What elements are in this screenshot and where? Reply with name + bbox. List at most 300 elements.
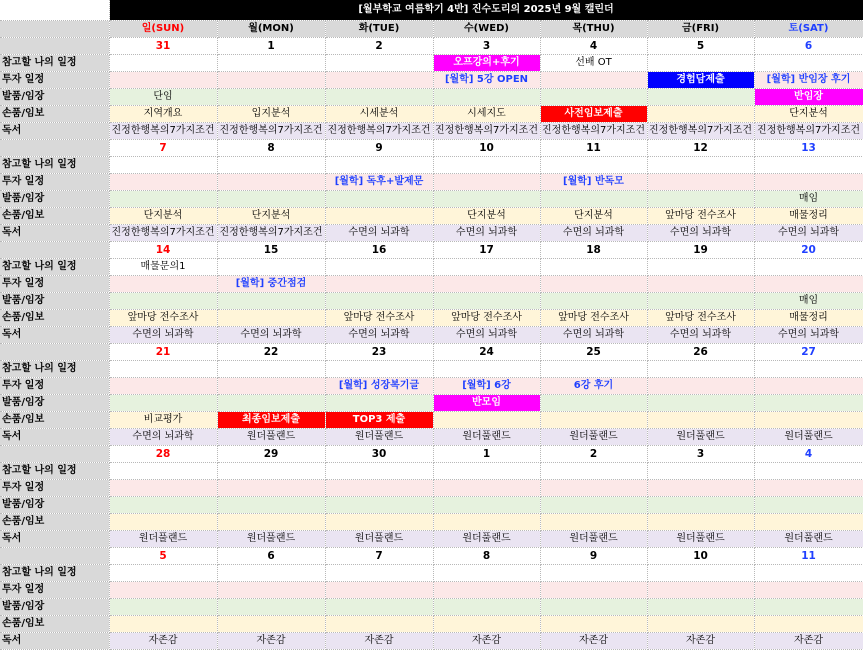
date-cell[interactable]: 8 bbox=[217, 139, 325, 156]
date-cell[interactable]: 17 bbox=[433, 241, 540, 258]
schedule-cell[interactable]: 원더풀랜드 bbox=[647, 428, 754, 445]
empty-cell[interactable] bbox=[217, 564, 325, 581]
empty-cell[interactable] bbox=[109, 190, 217, 207]
day-header-6[interactable]: 토(SAT) bbox=[754, 20, 863, 37]
schedule-cell[interactable]: 원더풀랜드 bbox=[754, 428, 863, 445]
empty-cell[interactable] bbox=[754, 496, 863, 513]
row-label[interactable]: 발품/임장 bbox=[0, 394, 109, 411]
date-row-label-cell[interactable] bbox=[0, 139, 109, 156]
schedule-cell[interactable]: 수면의 뇌과학 bbox=[109, 428, 217, 445]
row-label[interactable]: 독서 bbox=[0, 224, 109, 241]
empty-cell[interactable] bbox=[217, 615, 325, 632]
date-cell[interactable]: 10 bbox=[647, 547, 754, 564]
empty-cell[interactable] bbox=[433, 275, 540, 292]
date-cell[interactable]: 31 bbox=[109, 37, 217, 54]
date-row-label-cell[interactable] bbox=[0, 343, 109, 360]
empty-cell[interactable] bbox=[325, 207, 433, 224]
schedule-cell[interactable]: 원더풀랜드 bbox=[540, 428, 647, 445]
row-label[interactable]: 참고할 나의 일정 bbox=[0, 564, 109, 581]
date-cell[interactable]: 8 bbox=[433, 547, 540, 564]
row-label[interactable]: 발품/임장 bbox=[0, 190, 109, 207]
schedule-cell[interactable]: 수면의 뇌과학 bbox=[433, 224, 540, 241]
schedule-cell[interactable]: 수면의 뇌과학 bbox=[540, 326, 647, 343]
empty-cell[interactable] bbox=[540, 564, 647, 581]
date-cell[interactable]: 26 bbox=[647, 343, 754, 360]
schedule-cell[interactable]: 앞마당 전수조사 bbox=[433, 309, 540, 326]
date-cell[interactable]: 12 bbox=[647, 139, 754, 156]
schedule-cell[interactable]: 원더풀랜드 bbox=[540, 530, 647, 547]
schedule-cell[interactable]: 매임 bbox=[754, 292, 863, 309]
empty-cell[interactable] bbox=[433, 360, 540, 377]
date-cell[interactable]: 3 bbox=[647, 445, 754, 462]
schedule-cell[interactable]: 자존감 bbox=[217, 632, 325, 649]
row-label[interactable]: 투자 일정 bbox=[0, 377, 109, 394]
empty-cell[interactable] bbox=[540, 88, 647, 105]
date-cell[interactable]: 13 bbox=[754, 139, 863, 156]
empty-cell[interactable] bbox=[217, 88, 325, 105]
schedule-cell[interactable]: 수면의 뇌과학 bbox=[325, 326, 433, 343]
empty-cell[interactable] bbox=[217, 156, 325, 173]
schedule-cell[interactable]: 진정한행복의7가지조건 bbox=[540, 122, 647, 139]
row-label[interactable]: 손품/임보 bbox=[0, 309, 109, 326]
empty-cell[interactable] bbox=[217, 513, 325, 530]
schedule-cell[interactable]: 지역개요 bbox=[109, 105, 217, 122]
date-cell[interactable]: 2 bbox=[540, 445, 647, 462]
row-label[interactable]: 참고할 나의 일정 bbox=[0, 156, 109, 173]
empty-cell[interactable] bbox=[647, 360, 754, 377]
schedule-cell[interactable]: 원더풀랜드 bbox=[754, 530, 863, 547]
empty-cell[interactable] bbox=[325, 71, 433, 88]
schedule-cell[interactable]: 수면의 뇌과학 bbox=[754, 224, 863, 241]
empty-cell[interactable] bbox=[433, 190, 540, 207]
row-label[interactable]: 독서 bbox=[0, 632, 109, 649]
row-label[interactable]: 투자 일정 bbox=[0, 581, 109, 598]
schedule-cell[interactable]: 단지분석 bbox=[217, 207, 325, 224]
row-label[interactable]: 발품/임장 bbox=[0, 496, 109, 513]
date-row-label-cell[interactable] bbox=[0, 37, 109, 54]
empty-cell[interactable] bbox=[325, 581, 433, 598]
event-cell[interactable]: 최종임보제출 bbox=[217, 411, 325, 428]
empty-cell[interactable] bbox=[647, 156, 754, 173]
empty-cell[interactable] bbox=[109, 71, 217, 88]
empty-cell[interactable] bbox=[754, 275, 863, 292]
row-label[interactable]: 투자 일정 bbox=[0, 275, 109, 292]
empty-cell[interactable] bbox=[433, 513, 540, 530]
empty-cell[interactable] bbox=[540, 513, 647, 530]
empty-cell[interactable] bbox=[433, 479, 540, 496]
date-cell[interactable]: 18 bbox=[540, 241, 647, 258]
event-cell[interactable]: TOP3 제출 bbox=[325, 411, 433, 428]
date-row-label-cell[interactable] bbox=[0, 241, 109, 258]
date-cell[interactable]: 5 bbox=[647, 37, 754, 54]
empty-cell[interactable] bbox=[109, 598, 217, 615]
empty-cell[interactable] bbox=[433, 258, 540, 275]
empty-cell[interactable] bbox=[109, 564, 217, 581]
empty-cell[interactable] bbox=[647, 564, 754, 581]
schedule-cell[interactable]: 진정한행복의7가지조건 bbox=[109, 122, 217, 139]
date-cell[interactable]: 9 bbox=[540, 547, 647, 564]
empty-cell[interactable] bbox=[433, 292, 540, 309]
day-header-3[interactable]: 수(WED) bbox=[433, 20, 540, 37]
empty-cell[interactable] bbox=[109, 156, 217, 173]
day-header-5[interactable]: 금(FRI) bbox=[647, 20, 754, 37]
date-cell[interactable]: 7 bbox=[109, 139, 217, 156]
schedule-cell[interactable]: 진정한행복의7가지조건 bbox=[647, 122, 754, 139]
date-cell[interactable]: 1 bbox=[433, 445, 540, 462]
empty-cell[interactable] bbox=[754, 173, 863, 190]
date-cell[interactable]: 19 bbox=[647, 241, 754, 258]
schedule-cell[interactable]: 비교평가 bbox=[109, 411, 217, 428]
calendar-title[interactable]: [월부학교 여름학기 4반] 진수도리의 2025년 9월 캘린더 bbox=[109, 0, 863, 20]
empty-cell[interactable] bbox=[325, 564, 433, 581]
schedule-cell[interactable]: 자존감 bbox=[754, 632, 863, 649]
empty-cell[interactable] bbox=[433, 156, 540, 173]
schedule-cell[interactable]: 수면의 뇌과학 bbox=[217, 326, 325, 343]
row-label[interactable]: 참고할 나의 일정 bbox=[0, 258, 109, 275]
empty-cell[interactable] bbox=[540, 190, 647, 207]
schedule-cell[interactable]: 선배 OT bbox=[540, 54, 647, 71]
empty-cell[interactable] bbox=[325, 54, 433, 71]
empty-cell[interactable] bbox=[754, 156, 863, 173]
schedule-cell[interactable]: 원더풀랜드 bbox=[217, 530, 325, 547]
empty-cell[interactable] bbox=[109, 615, 217, 632]
empty-cell[interactable] bbox=[109, 360, 217, 377]
empty-cell[interactable] bbox=[754, 615, 863, 632]
row-label[interactable]: 독서 bbox=[0, 122, 109, 139]
empty-cell[interactable] bbox=[325, 190, 433, 207]
empty-cell[interactable] bbox=[647, 88, 754, 105]
date-cell[interactable]: 10 bbox=[433, 139, 540, 156]
date-cell[interactable]: 2 bbox=[325, 37, 433, 54]
empty-cell[interactable] bbox=[647, 190, 754, 207]
schedule-cell[interactable]: 단지분석 bbox=[540, 207, 647, 224]
schedule-cell[interactable]: 수면의 뇌과학 bbox=[325, 224, 433, 241]
schedule-cell[interactable]: 원더풀랜드 bbox=[325, 530, 433, 547]
date-cell[interactable]: 6 bbox=[217, 547, 325, 564]
date-row-label-cell[interactable] bbox=[0, 547, 109, 564]
schedule-cell[interactable]: 자존감 bbox=[325, 632, 433, 649]
event-cell[interactable]: 6강 후기 bbox=[540, 377, 647, 394]
empty-cell[interactable] bbox=[109, 292, 217, 309]
date-cell[interactable]: 27 bbox=[754, 343, 863, 360]
date-row-label-cell[interactable] bbox=[0, 445, 109, 462]
schedule-cell[interactable]: 진정한행복의7가지조건 bbox=[325, 122, 433, 139]
schedule-cell[interactable]: 자존감 bbox=[433, 632, 540, 649]
schedule-cell[interactable]: 원더풀랜드 bbox=[647, 530, 754, 547]
empty-cell[interactable] bbox=[540, 71, 647, 88]
schedule-cell[interactable]: 시세분석 bbox=[325, 105, 433, 122]
empty-cell[interactable] bbox=[540, 275, 647, 292]
schedule-cell[interactable]: 앞마당 전수조사 bbox=[109, 309, 217, 326]
schedule-cell[interactable]: 진정한행복의7가지조건 bbox=[217, 224, 325, 241]
empty-cell[interactable] bbox=[325, 513, 433, 530]
empty-cell[interactable] bbox=[540, 156, 647, 173]
empty-cell[interactable] bbox=[540, 479, 647, 496]
empty-cell[interactable] bbox=[325, 598, 433, 615]
empty-cell[interactable] bbox=[754, 479, 863, 496]
schedule-cell[interactable]: 자존감 bbox=[647, 632, 754, 649]
date-cell[interactable]: 7 bbox=[325, 547, 433, 564]
row-label[interactable]: 참고할 나의 일정 bbox=[0, 54, 109, 71]
empty-cell[interactable] bbox=[109, 54, 217, 71]
row-label[interactable]: 손품/임보 bbox=[0, 615, 109, 632]
empty-cell[interactable] bbox=[540, 292, 647, 309]
date-cell[interactable]: 20 bbox=[754, 241, 863, 258]
empty-cell[interactable] bbox=[540, 258, 647, 275]
empty-cell[interactable] bbox=[217, 292, 325, 309]
schedule-cell[interactable]: 앞마당 전수조사 bbox=[647, 309, 754, 326]
row-label[interactable]: 손품/임보 bbox=[0, 513, 109, 530]
day-header-0[interactable]: 일(SUN) bbox=[109, 20, 217, 37]
schedule-cell[interactable]: 원더풀랜드 bbox=[109, 530, 217, 547]
empty-cell[interactable] bbox=[433, 598, 540, 615]
empty-cell[interactable] bbox=[647, 258, 754, 275]
empty-cell[interactable] bbox=[325, 360, 433, 377]
schedule-cell[interactable]: 수면의 뇌과학 bbox=[647, 326, 754, 343]
empty-cell[interactable] bbox=[540, 411, 647, 428]
schedule-cell[interactable]: 단지분석 bbox=[754, 105, 863, 122]
event-cell[interactable]: [월학] 성장복기글 bbox=[325, 377, 433, 394]
schedule-cell[interactable]: 수면의 뇌과학 bbox=[647, 224, 754, 241]
empty-cell[interactable] bbox=[647, 479, 754, 496]
row-label[interactable]: 손품/임보 bbox=[0, 207, 109, 224]
row-label[interactable]: 발품/임장 bbox=[0, 88, 109, 105]
empty-cell[interactable] bbox=[433, 581, 540, 598]
empty-cell[interactable] bbox=[325, 258, 433, 275]
schedule-cell[interactable]: 단지분석 bbox=[433, 207, 540, 224]
schedule-cell[interactable]: 원더풀랜드 bbox=[433, 428, 540, 445]
day-header-4[interactable]: 목(THU) bbox=[540, 20, 647, 37]
empty-cell[interactable] bbox=[540, 360, 647, 377]
row-label[interactable]: 독서 bbox=[0, 428, 109, 445]
empty-cell[interactable] bbox=[647, 581, 754, 598]
date-cell[interactable]: 14 bbox=[109, 241, 217, 258]
row-label[interactable]: 투자 일정 bbox=[0, 479, 109, 496]
empty-cell[interactable] bbox=[647, 173, 754, 190]
schedule-cell[interactable]: 원더풀랜드 bbox=[217, 428, 325, 445]
empty-cell[interactable] bbox=[754, 581, 863, 598]
date-cell[interactable]: 6 bbox=[754, 37, 863, 54]
schedule-cell[interactable]: 매물정리 bbox=[754, 207, 863, 224]
schedule-cell[interactable]: 매물정리 bbox=[754, 309, 863, 326]
empty-cell[interactable] bbox=[109, 479, 217, 496]
schedule-cell[interactable]: 진정한행복의7가지조건 bbox=[217, 122, 325, 139]
empty-cell[interactable] bbox=[647, 54, 754, 71]
date-cell[interactable]: 9 bbox=[325, 139, 433, 156]
empty-cell[interactable] bbox=[433, 615, 540, 632]
schedule-cell[interactable]: 수면의 뇌과학 bbox=[540, 224, 647, 241]
row-label[interactable]: 참고할 나의 일정 bbox=[0, 360, 109, 377]
schedule-cell[interactable]: 진정한행복의7가지조건 bbox=[433, 122, 540, 139]
date-cell[interactable]: 15 bbox=[217, 241, 325, 258]
row-label[interactable]: 발품/임장 bbox=[0, 292, 109, 309]
day-header-2[interactable]: 화(TUE) bbox=[325, 20, 433, 37]
row-label[interactable]: 참고할 나의 일정 bbox=[0, 462, 109, 479]
empty-cell[interactable] bbox=[109, 394, 217, 411]
empty-cell[interactable] bbox=[433, 564, 540, 581]
empty-cell[interactable] bbox=[217, 309, 325, 326]
empty-cell[interactable] bbox=[754, 411, 863, 428]
empty-cell[interactable] bbox=[325, 615, 433, 632]
empty-cell[interactable] bbox=[754, 54, 863, 71]
empty-cell[interactable] bbox=[109, 581, 217, 598]
week-1-date-row bbox=[0, 37, 863, 54]
empty-cell[interactable] bbox=[647, 615, 754, 632]
empty-cell[interactable] bbox=[217, 581, 325, 598]
empty-cell[interactable] bbox=[217, 360, 325, 377]
empty-cell[interactable] bbox=[433, 411, 540, 428]
date-cell[interactable]: 5 bbox=[109, 547, 217, 564]
event-cell[interactable]: [월학] 반독모 bbox=[540, 173, 647, 190]
empty-cell[interactable] bbox=[647, 292, 754, 309]
empty-cell[interactable] bbox=[647, 394, 754, 411]
date-cell[interactable]: 28 bbox=[109, 445, 217, 462]
event-cell[interactable]: [월학] 중간점검 bbox=[217, 275, 325, 292]
empty-cell[interactable] bbox=[754, 462, 863, 479]
empty-cell[interactable] bbox=[325, 496, 433, 513]
empty-cell[interactable] bbox=[754, 513, 863, 530]
empty-cell[interactable] bbox=[433, 496, 540, 513]
event-cell[interactable]: [월학] 5강 OPEN bbox=[433, 71, 540, 88]
row-label[interactable]: 투자 일정 bbox=[0, 71, 109, 88]
empty-cell[interactable] bbox=[325, 479, 433, 496]
empty-cell[interactable] bbox=[754, 377, 863, 394]
empty-cell[interactable] bbox=[325, 156, 433, 173]
empty-cell[interactable] bbox=[217, 173, 325, 190]
schedule-cell[interactable]: 시세지도 bbox=[433, 105, 540, 122]
empty-cell[interactable] bbox=[540, 615, 647, 632]
date-cell[interactable]: 1 bbox=[217, 37, 325, 54]
schedule-cell[interactable]: 매임 bbox=[754, 190, 863, 207]
date-cell[interactable]: 11 bbox=[540, 139, 647, 156]
empty-cell[interactable] bbox=[325, 292, 433, 309]
schedule-cell[interactable]: 앞마당 전수조사 bbox=[325, 309, 433, 326]
empty-cell[interactable] bbox=[647, 513, 754, 530]
schedule-cell[interactable]: 매물문의1 bbox=[109, 258, 217, 275]
schedule-cell[interactable]: 진정한행복의7가지조건 bbox=[109, 224, 217, 241]
empty-cell[interactable] bbox=[109, 513, 217, 530]
schedule-cell[interactable]: 자존감 bbox=[540, 632, 647, 649]
schedule-cell[interactable]: 진정한행복의7가지조건 bbox=[754, 122, 863, 139]
empty-cell[interactable] bbox=[109, 462, 217, 479]
empty-cell[interactable] bbox=[109, 496, 217, 513]
empty-cell[interactable] bbox=[325, 275, 433, 292]
day-header-1[interactable]: 월(MON) bbox=[217, 20, 325, 37]
date-cell[interactable]: 24 bbox=[433, 343, 540, 360]
schedule-cell[interactable]: 수면의 뇌과학 bbox=[109, 326, 217, 343]
event-cell[interactable]: 오프강의+후기 bbox=[433, 54, 540, 71]
schedule-cell[interactable]: 자존감 bbox=[109, 632, 217, 649]
empty-cell[interactable] bbox=[217, 377, 325, 394]
empty-cell[interactable] bbox=[754, 394, 863, 411]
row-label[interactable]: 투자 일정 bbox=[0, 173, 109, 190]
event-cell[interactable]: 사전임보제출 bbox=[540, 105, 647, 122]
date-cell[interactable]: 11 bbox=[754, 547, 863, 564]
empty-cell[interactable] bbox=[217, 190, 325, 207]
empty-cell[interactable] bbox=[540, 462, 647, 479]
schedule-cell[interactable]: 원더풀랜드 bbox=[433, 530, 540, 547]
row-label[interactable]: 손품/임보 bbox=[0, 105, 109, 122]
empty-cell[interactable] bbox=[433, 173, 540, 190]
date-cell[interactable]: 25 bbox=[540, 343, 647, 360]
date-cell[interactable]: 30 bbox=[325, 445, 433, 462]
empty-cell[interactable] bbox=[540, 496, 647, 513]
schedule-cell[interactable]: 앞마당 전수조사 bbox=[540, 309, 647, 326]
date-cell[interactable]: 4 bbox=[540, 37, 647, 54]
event-cell[interactable]: 반임장 bbox=[754, 88, 863, 105]
schedule-cell[interactable]: 원더풀랜드 bbox=[325, 428, 433, 445]
empty-cell[interactable] bbox=[109, 377, 217, 394]
empty-cell[interactable] bbox=[217, 462, 325, 479]
empty-cell[interactable] bbox=[325, 88, 433, 105]
date-cell[interactable]: 16 bbox=[325, 241, 433, 258]
row-label[interactable]: 손품/임보 bbox=[0, 411, 109, 428]
row-label[interactable]: 발품/임장 bbox=[0, 598, 109, 615]
empty-cell[interactable] bbox=[647, 377, 754, 394]
empty-cell[interactable] bbox=[754, 598, 863, 615]
empty-cell[interactable] bbox=[217, 258, 325, 275]
empty-cell[interactable] bbox=[754, 564, 863, 581]
empty-cell[interactable] bbox=[433, 462, 540, 479]
empty-cell[interactable] bbox=[647, 496, 754, 513]
corner-cell[interactable] bbox=[0, 0, 109, 20]
header-corner-cell[interactable] bbox=[0, 20, 109, 37]
empty-cell[interactable] bbox=[754, 360, 863, 377]
empty-cell[interactable] bbox=[647, 105, 754, 122]
event-cell[interactable]: 반모임 bbox=[433, 394, 540, 411]
row-label[interactable]: 독서 bbox=[0, 530, 109, 547]
empty-cell[interactable] bbox=[217, 479, 325, 496]
date-cell[interactable]: 22 bbox=[217, 343, 325, 360]
date-cell[interactable]: 4 bbox=[754, 445, 863, 462]
event-cell[interactable]: [월학] 독후+발제문 bbox=[325, 173, 433, 190]
date-cell[interactable]: 29 bbox=[217, 445, 325, 462]
empty-cell[interactable] bbox=[325, 394, 433, 411]
empty-cell[interactable] bbox=[540, 581, 647, 598]
event-cell[interactable]: [월학] 6강 bbox=[433, 377, 540, 394]
date-cell[interactable]: 21 bbox=[109, 343, 217, 360]
empty-cell[interactable] bbox=[325, 462, 433, 479]
empty-cell[interactable] bbox=[647, 275, 754, 292]
empty-cell[interactable] bbox=[647, 462, 754, 479]
date-cell[interactable]: 3 bbox=[433, 37, 540, 54]
week-3-investment-schedule-row bbox=[0, 275, 863, 292]
schedule-cell[interactable]: 수면의 뇌과학 bbox=[754, 326, 863, 343]
event-cell[interactable]: [월학] 반임장 후기 bbox=[754, 71, 863, 88]
empty-cell[interactable] bbox=[647, 598, 754, 615]
schedule-cell[interactable]: 앞마당 전수조사 bbox=[647, 207, 754, 224]
row-label[interactable]: 독서 bbox=[0, 326, 109, 343]
empty-cell[interactable] bbox=[109, 275, 217, 292]
date-cell[interactable]: 23 bbox=[325, 343, 433, 360]
schedule-cell[interactable]: 단지분석 bbox=[109, 207, 217, 224]
empty-cell[interactable] bbox=[540, 598, 647, 615]
schedule-cell[interactable]: 단임 bbox=[109, 88, 217, 105]
empty-cell[interactable] bbox=[217, 54, 325, 71]
empty-cell[interactable] bbox=[217, 496, 325, 513]
empty-cell[interactable] bbox=[109, 173, 217, 190]
schedule-cell[interactable]: 입지분석 bbox=[217, 105, 325, 122]
empty-cell[interactable] bbox=[647, 411, 754, 428]
schedule-cell[interactable]: 수면의 뇌과학 bbox=[433, 326, 540, 343]
empty-cell[interactable] bbox=[217, 394, 325, 411]
empty-cell[interactable] bbox=[217, 71, 325, 88]
event-cell[interactable]: 경험담제출 bbox=[647, 71, 754, 88]
empty-cell[interactable] bbox=[540, 394, 647, 411]
empty-cell[interactable] bbox=[754, 258, 863, 275]
empty-cell[interactable] bbox=[433, 88, 540, 105]
empty-cell[interactable] bbox=[217, 598, 325, 615]
